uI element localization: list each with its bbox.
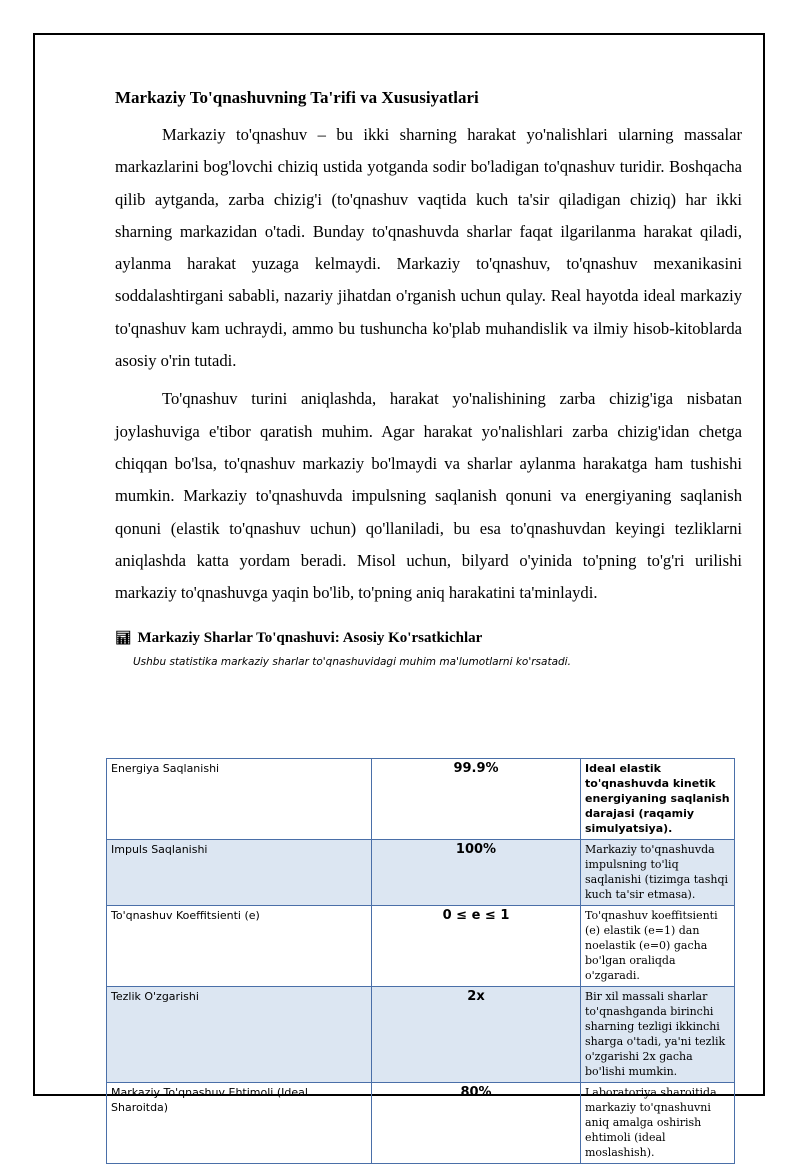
stats-title	[115, 627, 742, 650]
row-label: Impuls Saqlanishi	[107, 840, 372, 906]
bar-chart-icon: 📊︎	[115, 631, 132, 647]
paragraph-1: Markaziy to'qnashuv – bu ikki sharning harakat yo'nalishlari ularning massalar markazlarini bog'lovchi chiziq ustida yotganda sodir bo'ladigan to'qnashuv turidir. Boshqacha qilib aytganda, zarba chizig'i (to'qnashuv vaqtida kuch ta'sir qiladigan chiziq) har ikki sharning markazidan o'tadi. Bunday to'qnashuvda sharlar faqat ilgarilanma harakat qiladi, aylanma harakat yuzaga kelmaydi. Markaziy to'qnashuv, to'qnashuv mexanikasini soddalashtirgani sababli, nazariy jihatdan o'rganish uchun qulay. Real hayotda ideal markaziy to'qnashuv kam uchraydi, ammo bu tushuncha ko'plab muhandislik va ilmiy hisob-kitoblarda asosiy o'rin tutadi.	[115, 125, 742, 371]
section-heading: Markaziy To'qnashuvning Ta'rifi va Xususiyatlari	[115, 88, 479, 107]
table-row	[107, 987, 735, 1083]
row-value: 100%	[372, 840, 581, 906]
row-value: 0 ≤ e ≤ 1	[372, 906, 581, 987]
row-label: Tezlik O'zgarishi	[107, 987, 372, 1083]
row-description: Markaziy to'qnashuvda impulsning to'liq saqlanishi (tizimga tashqi kuch ta'sir etmasa).	[581, 840, 735, 906]
row-description: Ideal elastik to'qnashuvda kinetik energiyaning saqlanish darajasi (raqamiy simulyatsiya).	[581, 759, 735, 840]
row-description: To'qnashuv koeffitsienti (e) elastik (e=1) dan noelastik (e=0) gacha bo'lgan oraliqda o'zgaradi.	[581, 906, 735, 987]
row-label: Markaziy To'qnashuv Ehtimoli (Ideal Sharoitda)	[107, 1083, 372, 1164]
row-value: 2x	[372, 987, 581, 1083]
row-label: Energiya Saqlanishi	[107, 759, 372, 840]
row-label: To'qnashuv Koeffitsienti (e)	[107, 906, 372, 987]
stats-table	[106, 758, 735, 1164]
stats-subtitle: Ushbu statistika markaziy sharlar to'qnashuvidagi muhim ma'lumotlarni ko'rsatadi.	[133, 656, 571, 669]
table-row	[107, 759, 735, 840]
row-description: Bir xil massali sharlar to'qnashganda birinchi sharning tezligi ikkinchi sharga o'tadi, ya'ni tezlik o'zgarishi 2x gacha bo'lishi mumkin.	[581, 987, 735, 1083]
row-value: 99.9%	[372, 759, 581, 840]
stats-title-text: Markaziy Sharlar To'qnashuvi: Asosiy Ko'rsatkichlar	[137, 630, 483, 647]
table-row	[107, 906, 735, 987]
table-row	[107, 840, 735, 906]
document-body	[115, 83, 742, 678]
row-value: 80%	[372, 1083, 581, 1164]
paragraph-2: To'qnashuv turini aniqlashda, harakat yo'nalishining zarba chizig'iga nisbatan joylashuviga e'tibor qaratish muhim. Agar harakat yo'nalishlari zarba chizig'idan chetga chiqqan bo'lsa, to'qnashuv markaziy bo'lmaydi va sharlar aylanma harakatga ham tushishi mumkin. Markaziy to'qnashuvda impulsning saqlanish qonuni va energiyaning saqlanish qonuni (elastik to'qnashuv uchun) qo'llaniladi, bu esa to'qnashuvdan keyingi tezliklarni aniqlashda katta yordam beradi. Misol uchun, bilyard o'yinida to'pning to'g'ri urilishi markaziy to'qnashuvga yaqin bo'lib, to'pning aniq harakatini ta'minlaydi.	[115, 389, 742, 603]
row-description: Laboratoriya sharoitida markaziy to'qnashuvni aniq amalga oshirish ehtimoli (ideal moslashish).	[581, 1083, 735, 1164]
table-row	[107, 1083, 735, 1164]
